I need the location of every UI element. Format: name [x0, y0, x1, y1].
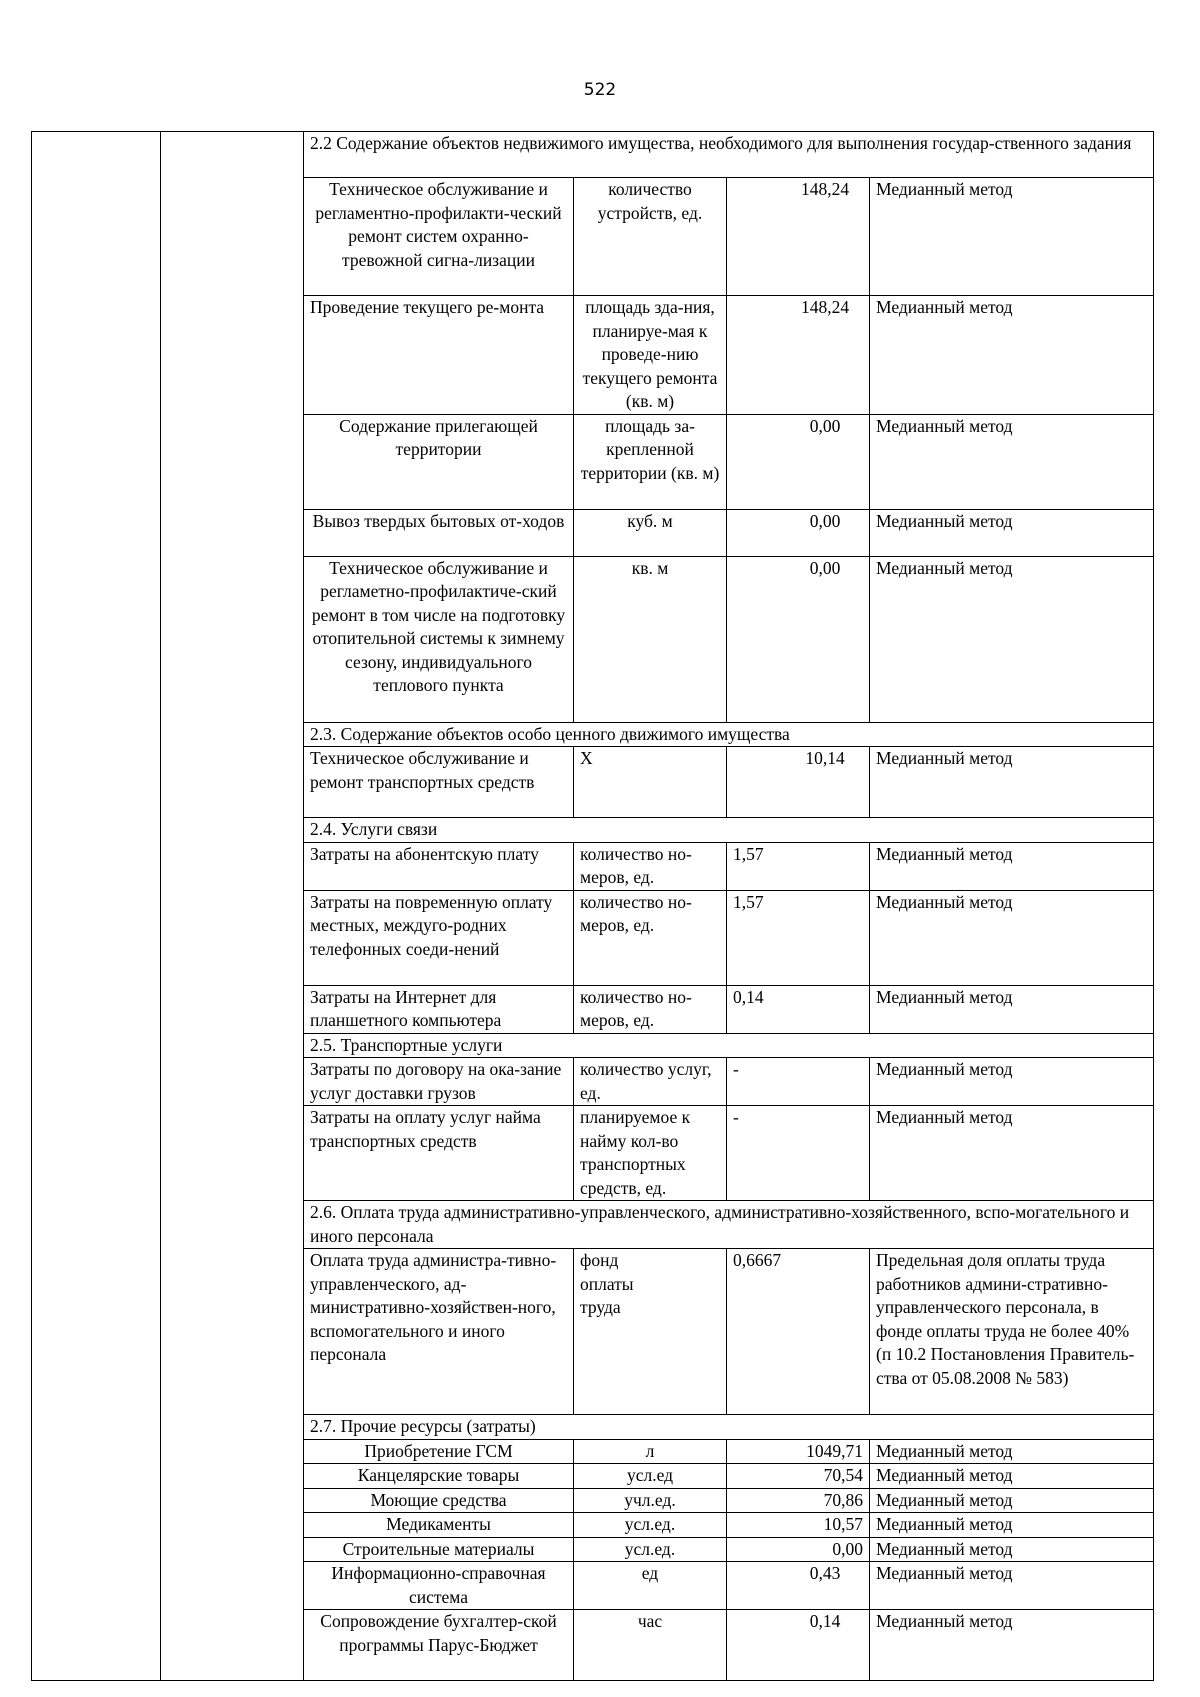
unit-cell: л: [574, 1439, 727, 1464]
section-heading: 2.2 Содержание объектов недвижимого имущества, необходимого для выполнения государ-ственного задания: [304, 132, 1154, 178]
section-heading: 2.4. Услуги связи: [304, 818, 1154, 843]
method-cell: Медианный метод: [870, 747, 1154, 818]
value-cell: 1,57: [727, 890, 870, 985]
unit-cell: количество но-меров, ед.: [574, 890, 727, 985]
cost-item-name: Затраты на Интернет для планшетного компьютера: [304, 985, 574, 1033]
unit-cell: количество но-меров, ед.: [574, 985, 727, 1033]
section-heading: 2.7. Прочие ресурсы (затраты): [304, 1415, 1154, 1440]
value-cell: 70,54: [727, 1464, 870, 1489]
cost-item-name: Вывоз твердых бытовых от-ходов: [304, 509, 574, 556]
cost-item-name: Содержание прилегающей территории: [304, 414, 574, 509]
value-cell: 0,14: [727, 1610, 870, 1681]
value-cell: 0,00: [727, 509, 870, 556]
unit-cell: учл.ед.: [574, 1488, 727, 1513]
method-cell: Медианный метод: [870, 1464, 1154, 1489]
cost-norms-table: [31, 131, 1154, 1681]
blank-column-1: [32, 132, 161, 1681]
cost-item-name: Затраты на абонентскую плату: [304, 842, 574, 890]
unit-cell: количество услуг, ед.: [574, 1058, 727, 1106]
value-cell: 0,00: [727, 414, 870, 509]
blank-column-2: [161, 132, 304, 1681]
method-cell: Медианный метод: [870, 178, 1154, 296]
method-cell: Медианный метод: [870, 509, 1154, 556]
cost-item-name: Техническое обслуживание и регламетно-профилактиче-ский ремонт в том числе на подготовку отопительной системы к зимнему сезону, индивидуального теплового пункта: [304, 556, 574, 722]
method-cell: Медианный метод: [870, 556, 1154, 722]
value-cell: 0,6667: [727, 1249, 870, 1415]
unit-cell: количество устройств, ед.: [574, 178, 727, 296]
cost-item-name: Техническое обслуживание и ремонт транспортных средств: [304, 747, 574, 818]
unit-cell: усл.ед.: [574, 1537, 727, 1562]
value-cell: 0,14: [727, 985, 870, 1033]
method-cell: Медианный метод: [870, 1537, 1154, 1562]
value-cell: 0,00: [727, 1537, 870, 1562]
cost-item-name: Строительные материалы: [304, 1537, 574, 1562]
cost-item-name: Информационно-справочная система: [304, 1562, 574, 1610]
value-cell: 0,43: [727, 1562, 870, 1610]
value-cell: 10,14: [727, 747, 870, 818]
method-cell: Медианный метод: [870, 1439, 1154, 1464]
method-cell: Медианный метод: [870, 1488, 1154, 1513]
value-cell: -: [727, 1058, 870, 1106]
method-cell: Медианный метод: [870, 1106, 1154, 1201]
cost-item-name: Канцелярские товары: [304, 1464, 574, 1489]
cost-item-name: Затраты на повременную оплату местных, междуго-родних телефонных соеди-нений: [304, 890, 574, 985]
method-cell: Медианный метод: [870, 414, 1154, 509]
method-cell: Медианный метод: [870, 1513, 1154, 1538]
page-number: 522: [583, 80, 617, 100]
unit-cell: час: [574, 1610, 727, 1681]
cost-item-name: Затраты на оплату услуг найма транспортных средств: [304, 1106, 574, 1201]
method-cell: Медианный метод: [870, 1610, 1154, 1681]
method-cell: Медианный метод: [870, 985, 1154, 1033]
unit-cell: количество но-меров, ед.: [574, 842, 727, 890]
method-cell: Медианный метод: [870, 1562, 1154, 1610]
method-cell: Медианный метод: [870, 890, 1154, 985]
cost-item-name: Сопровождение бухгалтер-ской программы Парус-Бюджет: [304, 1610, 574, 1681]
cost-item-name: Моющие средства: [304, 1488, 574, 1513]
section-heading: 2.6. Оплата труда административно-управленческого, административно-хозяйственного, вспо-могательного и иного персонала: [304, 1201, 1154, 1249]
unit-cell: ед: [574, 1562, 727, 1610]
unit-cell: куб. м: [574, 509, 727, 556]
cost-item-name: Техническое обслуживание и регламентно-профилакти-ческий ремонт систем охранно-тревожной сигна-лизации: [304, 178, 574, 296]
section-heading: 2.5. Транспортные услуги: [304, 1033, 1154, 1058]
unit-cell: площадь за-крепленной территории (кв. м): [574, 414, 727, 509]
value-cell: 70,86: [727, 1488, 870, 1513]
cost-item-name: Затраты по договору на ока-зание услуг доставки грузов: [304, 1058, 574, 1106]
value-cell: 148,24: [727, 178, 870, 296]
method-cell: Медианный метод: [870, 842, 1154, 890]
cost-item-name: Приобретение ГСМ: [304, 1439, 574, 1464]
unit-cell: усл.ед.: [574, 1513, 727, 1538]
value-cell: 1,57: [727, 842, 870, 890]
unit-cell: кв. м: [574, 556, 727, 722]
method-cell: Медианный метод: [870, 296, 1154, 415]
unit-cell: X: [574, 747, 727, 818]
value-cell: 1049,71: [727, 1439, 870, 1464]
unit-cell: площадь зда-ния, планируе-мая к проведе-нию текущего ремонта (кв. м): [574, 296, 727, 415]
method-cell: Медианный метод: [870, 1058, 1154, 1106]
value-cell: 148,24: [727, 296, 870, 415]
cost-item-name: Медикаменты: [304, 1513, 574, 1538]
section-heading: 2.3. Содержание объектов особо ценного движимого имущества: [304, 722, 1154, 747]
cost-item-name: Оплата труда администра-тивно-управленческого, ад-министративно-хозяйствен-ного, вспомогательного и иного персонала: [304, 1249, 574, 1415]
value-cell: 0,00: [727, 556, 870, 722]
value-cell: -: [727, 1106, 870, 1201]
unit-cell: планируемое к найму кол-во транспортных средств, ед.: [574, 1106, 727, 1201]
cost-item-name: Проведение текущего ре-монта: [304, 296, 574, 415]
unit-cell: усл.ед: [574, 1464, 727, 1489]
method-cell: Предельная доля оплаты труда работников админи-стративно-управленческого персонала, в фонде оплаты труда не более 40% (п 10.2 Постановления Правитель-ства от 05.08.2008 № 583): [870, 1249, 1154, 1415]
unit-cell: фонд оплаты труда: [574, 1249, 727, 1415]
value-cell: 10,57: [727, 1513, 870, 1538]
